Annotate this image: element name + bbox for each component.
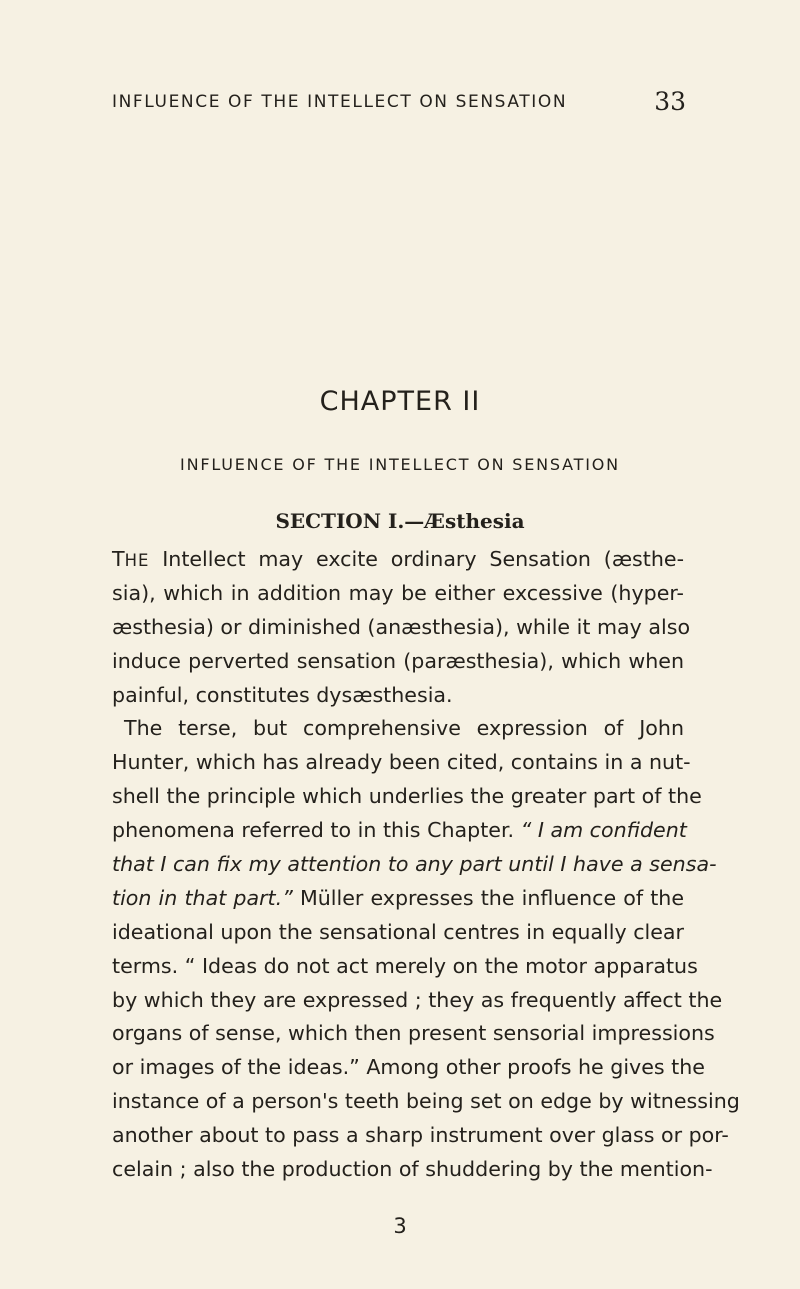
body-line: shell the principle which underlies the greater part of the — [112, 784, 702, 809]
body-line: ideational upon the sensational centres in equally clear — [112, 919, 685, 944]
body-line: or images of the ideas.” Among other proofs he gives the — [112, 1055, 705, 1080]
body-line: terms. “ Ideas do not act merely on the motor apparatus — [112, 953, 698, 978]
body-line: another about to pass a sharp instrument over glass or por- — [112, 1123, 729, 1148]
running-head — [112, 87, 686, 116]
body-line: induce perverted sensation (paræsthesia), which when — [112, 648, 684, 673]
drop-word-rest: HE — [124, 551, 150, 570]
body-line: instance of a person's teeth being set on edge by witnessing — [112, 1089, 740, 1114]
body-line: that I can fix my attention to any part until I have a sensa- — [112, 852, 717, 877]
chapter-title: CHAPTER II — [319, 386, 481, 417]
body-line: organs of sense, which then present sensorial impressions — [112, 1021, 715, 1046]
body-line: Hunter, which has already been cited, contains in a nut- — [112, 750, 691, 775]
body-line: The terse, but comprehensive expression of John — [124, 716, 684, 741]
quote-italic: “ I am confident — [520, 818, 687, 843]
body-line: sia), which in addition may be either excessive (hyper- — [112, 580, 684, 605]
body-text — [112, 543, 740, 1187]
body-line: by which they are expressed ; they as frequently affect the — [112, 987, 723, 1012]
section-title: SECTION I.—Æsthesia — [275, 509, 525, 533]
chapter-subtitle: INFLUENCE OF THE INTELLECT ON SENSATION — [180, 455, 620, 474]
running-head-title: INFLUENCE OF THE INTELLECT ON SENSATION — [112, 92, 568, 112]
body-line: painful, constitutes dysæsthesia. — [112, 682, 453, 707]
page-number: 33 — [654, 87, 686, 116]
body-line: tion in that part.” Müller expresses the influence of the — [112, 885, 684, 910]
body-line: THE Intellect may excite ordinary Sensation (æsthe- — [112, 547, 684, 571]
drop-word-cap: T — [112, 547, 125, 571]
body-line: celain ; also the production of shuddering by the mention- — [112, 1157, 713, 1182]
body-line: æsthesia) or diminished (anæsthesia), while it may also — [112, 614, 691, 639]
signature-mark: 3 — [393, 1214, 407, 1238]
body-line: phenomena referred to in this Chapter. “ I am confident — [112, 818, 687, 843]
